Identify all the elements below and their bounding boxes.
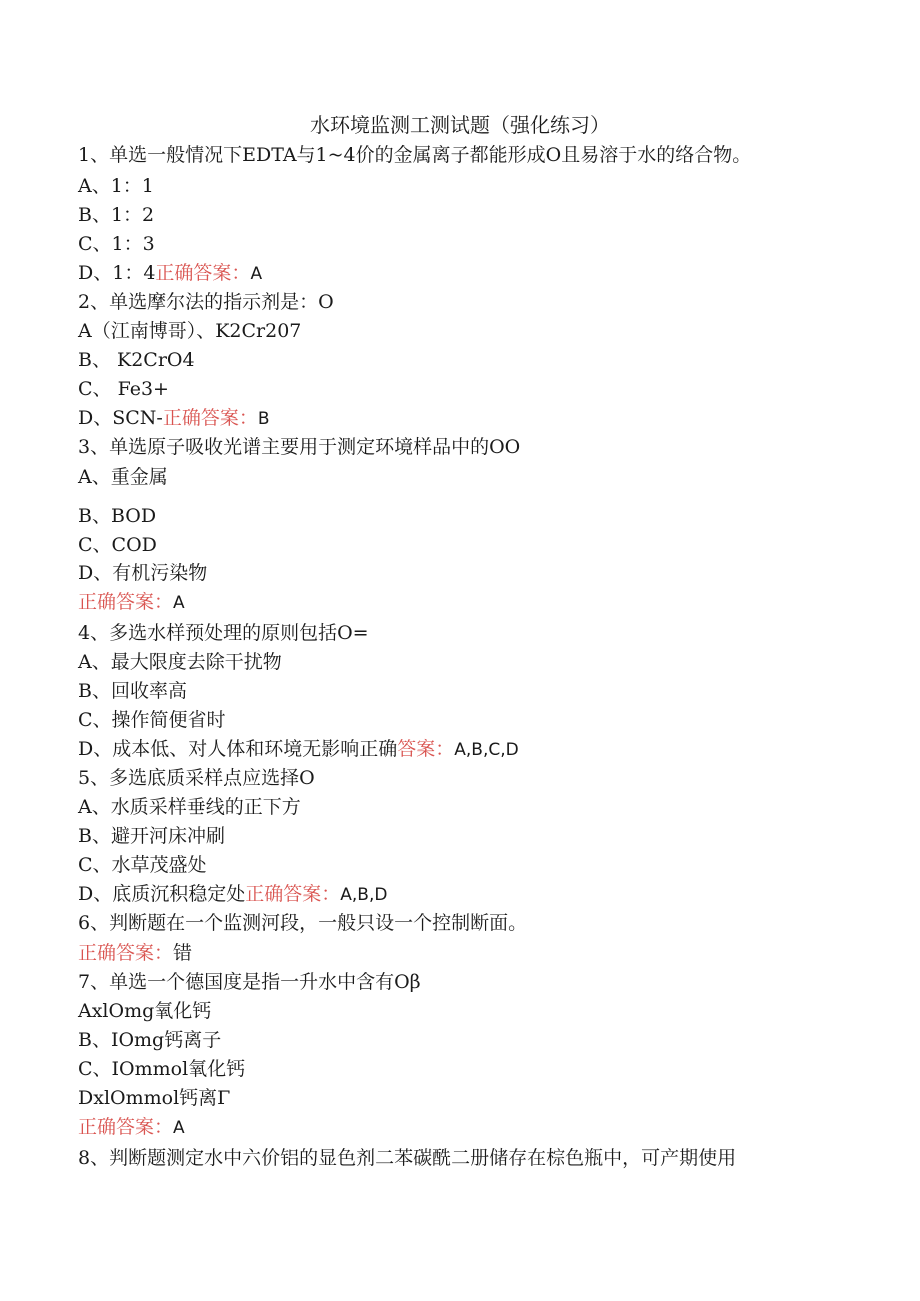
question-5-answer-value: A,B,D <box>340 885 388 905</box>
question-1-stem: 1、单选一般情况下EDTA与1~4价的金属离子都能形成O且易溶于水的络合物。 <box>78 144 752 166</box>
question-2-option-d-row <box>78 405 270 432</box>
question-2-option-a: A（江南博哥）、K2Cr207 <box>78 320 302 342</box>
question-3-option-c: C、COD <box>78 534 157 556</box>
question-2-option-d: D、SCN- <box>78 407 163 429</box>
question-4-option-d-row <box>78 736 519 763</box>
question-4-option-c: C、操作简便省时 <box>78 709 226 731</box>
question-5-answer-label: 正确答案： <box>245 883 341 905</box>
question-5-option-d-row <box>78 881 387 908</box>
question-4-option-b: B、回收率高 <box>78 680 187 702</box>
question-2-answer-label: 正确答案： <box>162 407 258 429</box>
question-2-option-b: B、 K2CrO4 <box>78 349 195 371</box>
question-8-stem: 8、判断题测定水中六价铝的显色剂二苯碳酰二册储存在棕色瓶中，可产期使用 <box>78 1147 737 1169</box>
question-6-stem: 6、判断题在一个监测河段，一般只设一个控制断面。 <box>78 912 528 934</box>
question-2-stem: 2、单选摩尔法的指示剂是：O <box>78 291 334 313</box>
question-1-option-d: D、1：4 <box>78 262 156 284</box>
question-1-option-a: A、1：1 <box>78 175 154 197</box>
question-2-answer-value: B <box>257 409 270 429</box>
question-7-answer-value: A <box>173 1118 185 1138</box>
question-4-answer-value: A,B,C,D <box>454 740 519 760</box>
question-1-option-b: B、1：2 <box>78 204 155 226</box>
question-7-option-b: B、IOmg钙离子 <box>78 1029 222 1051</box>
question-3-answer-value: A <box>173 593 185 613</box>
question-6-answer-value: 错 <box>173 942 193 964</box>
question-7-option-d: DxlOmmol钙离Γ <box>78 1087 231 1109</box>
question-5-stem: 5、多选底质采样点应选择O <box>78 767 315 789</box>
question-7-answer-row <box>78 1114 185 1141</box>
question-3-option-a: A、重金属 <box>78 466 168 488</box>
question-4-option-a: A、最大限度去除干扰物 <box>78 651 282 673</box>
question-7-option-c: C、IOmmol氧化钙 <box>78 1058 246 1080</box>
question-3-answer-label: 正确答案： <box>78 591 174 613</box>
question-3-option-b: B、BOD <box>78 505 157 527</box>
question-6-answer-row <box>78 940 192 966</box>
question-1-option-d-row <box>78 260 262 287</box>
question-6-answer-label: 正确答案： <box>78 942 174 964</box>
question-3-answer-row <box>78 589 185 616</box>
question-2-option-c: C、 Fe3+ <box>78 378 169 400</box>
question-7-answer-label: 正确答案： <box>78 1116 174 1138</box>
question-4-option-d: D、成本低、对人体和环境无影响正确 <box>78 738 398 760</box>
question-5-option-d: D、底质沉积稳定处 <box>78 883 246 905</box>
question-5-option-c: C、水草茂盛处 <box>78 854 207 876</box>
question-7-stem: 7、单选一个德国度是指一升水中含有Oβ <box>78 971 421 993</box>
question-1-answer-value: A <box>250 264 263 284</box>
question-1-option-c: C、1：3 <box>78 233 155 255</box>
question-5-option-b: B、避开河床冲刷 <box>78 825 225 847</box>
question-4-stem: 4、多选水样预处理的原则包括O= <box>78 622 369 644</box>
question-3-option-d: D、有机污染物 <box>78 562 208 584</box>
question-4-answer-label: 答案： <box>397 738 455 760</box>
question-7-option-a: AxlOmg氧化钙 <box>78 1000 212 1022</box>
document-title: 水环境监测工测试题（强化练习） <box>310 113 610 137</box>
question-1-answer-label: 正确答案： <box>155 262 251 284</box>
question-3-stem: 3、单选原子吸收光谱主要用于测定环境样品中的OO <box>78 436 521 458</box>
question-5-option-a: A、水质采样垂线的正下方 <box>78 796 301 818</box>
